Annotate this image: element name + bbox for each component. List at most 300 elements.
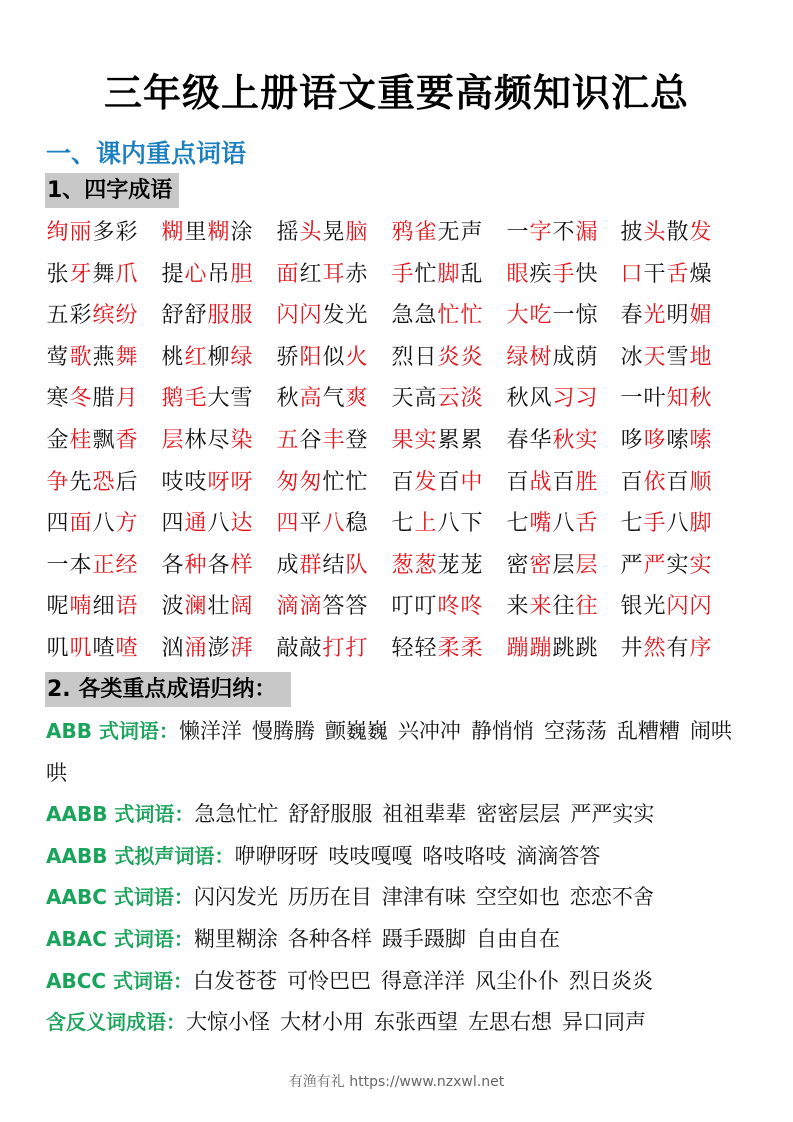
highlighted-char: 来 [529, 594, 552, 620]
idiom-cell [46, 212, 158, 253]
idiom-cell [46, 337, 158, 378]
plain-char: 尽 [207, 428, 230, 453]
idiom-cell [620, 586, 732, 627]
plain-char: 张 [46, 261, 69, 287]
category-item: 风尘仆仆 [475, 968, 560, 993]
plain-char: 后 [115, 469, 138, 495]
plain-char: 八 [92, 511, 115, 537]
plain-char: 似 [322, 344, 345, 370]
highlighted-char: 滴 [276, 594, 299, 620]
category-item: 滴滴答答 [516, 843, 601, 868]
plain-char: 一 [46, 552, 69, 578]
plain-char: 八 [437, 511, 460, 537]
plain-char: 光 [643, 594, 666, 620]
highlighted-char: 手 [391, 261, 414, 287]
highlighted-char: 呀 [207, 469, 230, 495]
plain-char: 叮 [391, 594, 414, 620]
highlighted-char: 层 [161, 428, 184, 453]
highlighted-char: 服 [230, 303, 253, 329]
plain-char: 春 [620, 303, 643, 329]
plain-char: 谷 [299, 428, 322, 453]
idiom-cell [161, 254, 273, 295]
highlighted-char: 蹦 [506, 636, 529, 661]
highlighted-char: 染 [230, 428, 253, 453]
idiom-cell [46, 586, 158, 627]
category-item: 咯吱咯吱 [422, 843, 507, 868]
idiom-cell [46, 503, 158, 544]
plain-char: 轻 [391, 636, 414, 661]
idiom-cell [161, 545, 273, 586]
plain-char: 一 [620, 386, 643, 412]
idiom-cell [161, 503, 273, 544]
highlighted-char: 通 [184, 511, 207, 537]
idiom-category [46, 961, 756, 1003]
idiom-cell [620, 254, 732, 295]
plain-char: 茏 [437, 552, 460, 578]
category-item: 大惊小怪 [186, 1010, 270, 1035]
highlighted-char: 序 [689, 636, 712, 661]
plain-char: 飘 [92, 428, 115, 453]
highlighted-char: 上 [414, 511, 437, 537]
idiom-cell [161, 212, 273, 253]
highlighted-char: 果 [391, 428, 414, 453]
highlighted-char: 葱 [414, 552, 437, 578]
plain-char: 四 [161, 511, 184, 537]
highlighted-char: 层 [575, 552, 598, 578]
category-item: 乱糟糟 [616, 719, 680, 743]
highlighted-char: 舞 [115, 344, 138, 370]
plain-char: 快 [575, 261, 598, 287]
highlighted-char: 耳 [322, 261, 345, 287]
highlighted-char: 脚 [437, 261, 460, 287]
highlighted-char: 服 [207, 303, 230, 329]
category-item: 白发苍苍 [193, 968, 278, 993]
highlighted-char: 习 [575, 386, 598, 412]
plain-char: 华 [529, 428, 552, 453]
plain-char: 往 [552, 594, 575, 620]
plain-char: 叶 [643, 386, 666, 412]
category-item: 空荡荡 [543, 719, 607, 743]
plain-char: 忙 [322, 469, 345, 495]
highlighted-char: 火 [345, 344, 368, 370]
plain-char: 秋 [506, 386, 529, 412]
category-item: 空空如也 [475, 885, 560, 910]
plain-char: 林 [184, 428, 207, 453]
idiom-cell [276, 628, 388, 669]
highlighted-char: 哆 [643, 428, 666, 453]
category-item: 异口同声 [562, 1010, 646, 1035]
highlighted-char: 鹅 [161, 386, 184, 412]
idiom-cell [276, 295, 388, 336]
idiom-cell [391, 628, 503, 669]
highlighted-char: 语 [115, 594, 138, 620]
highlighted-char: 嗦 [689, 428, 712, 453]
highlighted-char: 字 [529, 220, 552, 245]
highlighted-char: 面 [69, 511, 92, 537]
highlighted-char: 爪 [115, 261, 138, 287]
idiom-cell [276, 337, 388, 378]
plain-char: 高 [414, 386, 437, 412]
idiom-cell [391, 337, 503, 378]
highlighted-char: 吃 [529, 303, 552, 329]
highlighted-char: 柔 [437, 636, 460, 661]
highlighted-char: 纷 [115, 303, 138, 329]
plain-char: 春 [506, 428, 529, 453]
idiom-cell [391, 462, 503, 503]
plain-char: 百 [552, 469, 575, 495]
highlighted-char: 知 [666, 386, 689, 412]
plain-char: 本 [69, 552, 92, 578]
plain-char: 下 [460, 511, 483, 537]
highlighted-char: 糊 [207, 220, 230, 245]
highlighted-char: 面 [276, 261, 299, 287]
plain-char: 忙 [414, 261, 437, 287]
plain-char: 吱 [184, 469, 207, 495]
plain-char: 结 [322, 552, 345, 578]
highlighted-char: 手 [552, 261, 575, 287]
highlighted-char: 闪 [299, 303, 322, 329]
idiom-cell [506, 628, 618, 669]
idiom-cell [620, 337, 732, 378]
plain-char: 彩 [115, 220, 138, 245]
idiom-cell [276, 545, 388, 586]
plain-char: 莺 [46, 344, 69, 370]
category-item: 恋恋不舍 [569, 885, 654, 910]
plain-char: 桃 [161, 344, 184, 370]
category-item: 懒洋洋 [178, 719, 242, 743]
highlighted-char: 阳 [299, 344, 322, 370]
plain-char: 柳 [207, 344, 230, 370]
idiom-cell [391, 420, 503, 461]
highlighted-char: 习 [552, 386, 575, 412]
idiom-cell [276, 462, 388, 503]
idiom-cell [276, 586, 388, 627]
plain-char: 八 [552, 511, 575, 537]
plain-char: 一 [506, 220, 529, 245]
plain-char: 叮 [414, 594, 437, 620]
highlighted-char: 叽 [69, 636, 92, 661]
highlighted-char: 绿 [230, 344, 253, 370]
category-label: AABC 式词语： [46, 885, 194, 910]
plain-char: 腊 [92, 386, 115, 412]
idiom-cell [161, 378, 273, 419]
plain-char: 舒 [161, 303, 184, 329]
idiom-cell [506, 212, 618, 253]
plain-char: 密 [506, 552, 529, 578]
highlighted-char: 丰 [322, 428, 345, 453]
highlighted-char: 地 [689, 344, 712, 370]
idiom-cell [620, 462, 732, 503]
category-item: 蹑手蹑脚 [381, 926, 466, 951]
plain-char: 声 [460, 220, 483, 245]
category-item: 咿咿呀呀 [234, 843, 319, 868]
plain-char: 赤 [345, 261, 368, 287]
plain-char: 金 [46, 428, 69, 453]
highlighted-char: 方 [115, 511, 138, 537]
highlighted-char: 手 [643, 511, 666, 537]
highlighted-char: 闪 [689, 594, 712, 620]
idiom-cell [46, 420, 158, 461]
plain-char: 晃 [322, 220, 345, 245]
highlighted-char: 达 [230, 511, 253, 537]
plain-char: 风 [529, 386, 552, 412]
idiom-category [46, 836, 756, 878]
plain-char: 答 [345, 594, 368, 620]
highlighted-char: 发 [689, 220, 712, 245]
idiom-cell [161, 462, 273, 503]
highlighted-char: 中 [460, 469, 483, 495]
highlighted-char: 争 [46, 469, 69, 495]
highlighted-char: 天 [643, 344, 666, 370]
plain-char: 细 [92, 594, 115, 620]
category-item: 吱吱嘎嘎 [328, 843, 413, 868]
category-item: 各种各样 [287, 926, 372, 951]
plain-char: 各 [207, 552, 230, 578]
highlighted-char: 头 [299, 220, 322, 245]
highlighted-char: 五 [276, 428, 299, 453]
idiom-cell [161, 337, 273, 378]
highlighted-char: 缤 [92, 303, 115, 329]
plain-char: 红 [299, 261, 322, 287]
idiom-cell [506, 462, 618, 503]
idiom-cell [391, 212, 503, 253]
plain-char: 急 [414, 303, 437, 329]
highlighted-char: 云 [437, 386, 460, 412]
plain-char: 哆 [620, 428, 643, 453]
plain-char: 多 [92, 220, 115, 245]
highlighted-char: 媚 [689, 303, 712, 329]
footer-watermark: 有渔有礼 https://www.nzxwl.net [288, 1074, 505, 1090]
highlighted-char: 往 [575, 594, 598, 620]
plain-char: 七 [506, 511, 529, 537]
category-item: 严严实实 [570, 802, 655, 827]
idiom-cell [161, 420, 273, 461]
highlighted-char: 打 [345, 636, 368, 661]
highlighted-char: 打 [322, 636, 345, 661]
plain-char: 荫 [575, 344, 598, 370]
idiom-category-list [46, 711, 756, 1044]
plain-char: 惊 [575, 303, 598, 329]
plain-char: 提 [161, 261, 184, 287]
plain-char: 登 [345, 428, 368, 453]
highlighted-char: 秋 [552, 428, 575, 453]
idiom-cell [46, 545, 158, 586]
plain-char: 汹 [161, 636, 184, 661]
highlighted-char: 月 [115, 386, 138, 412]
plain-char: 波 [161, 594, 184, 620]
category-item: 烈日炎炎 [569, 968, 654, 993]
category-item: 津津有味 [381, 885, 466, 910]
highlighted-char: 香 [115, 428, 138, 453]
plain-char: 一 [552, 303, 575, 329]
idiom-cell [620, 545, 732, 586]
idiom-cell [276, 420, 388, 461]
idiom-category [46, 794, 756, 836]
plain-char: 忙 [345, 469, 368, 495]
idiom-cell [161, 586, 273, 627]
idiom-cell [620, 628, 732, 669]
highlighted-char: 喃 [69, 594, 92, 620]
category-item: 左思右想 [468, 1010, 552, 1035]
idiom-cell [276, 254, 388, 295]
plain-char: 累 [460, 428, 483, 453]
category-item: 舒舒服服 [288, 802, 373, 827]
idiom-cell [620, 378, 732, 419]
highlighted-char: 群 [299, 552, 322, 578]
highlighted-char: 正 [92, 552, 115, 578]
plain-char: 大 [207, 386, 230, 412]
highlighted-char: 脚 [689, 511, 712, 537]
plain-char: 疾 [529, 261, 552, 287]
highlighted-char: 毛 [184, 386, 207, 412]
category-label: AABB 式拟声词语： [46, 843, 235, 868]
plain-char: 敲 [299, 636, 322, 661]
category-item: 兴冲冲 [397, 719, 461, 743]
highlighted-char: 头 [643, 220, 666, 245]
idiom-cell [161, 295, 273, 336]
highlighted-char: 炎 [437, 344, 460, 370]
highlighted-char: 经 [115, 552, 138, 578]
plain-char: 平 [299, 511, 322, 537]
idiom-cell [46, 628, 158, 669]
highlighted-char: 湃 [230, 636, 253, 661]
highlighted-char: 队 [345, 552, 368, 578]
subsection-heading-four-char-idioms: 1、四字成语 [45, 173, 179, 208]
highlighted-char: 闪 [276, 303, 299, 329]
plain-char: 光 [345, 303, 368, 329]
highlighted-char: 闪 [666, 594, 689, 620]
plain-char: 不 [552, 220, 575, 245]
plain-char: 四 [46, 511, 69, 537]
plain-char: 答 [322, 594, 345, 620]
idiom-cell [620, 212, 732, 253]
highlighted-char: 澜 [184, 594, 207, 620]
plain-char: 实 [666, 552, 689, 578]
idiom-cell [46, 462, 158, 503]
highlighted-char: 口 [620, 261, 643, 287]
highlighted-char: 涌 [184, 636, 207, 661]
plain-char: 轻 [414, 636, 437, 661]
highlighted-char: 胜 [575, 469, 598, 495]
highlighted-char: 四 [276, 511, 299, 537]
plain-char: 明 [666, 303, 689, 329]
idiom-category [46, 1002, 756, 1044]
idiom-cell [506, 420, 618, 461]
plain-char: 成 [276, 552, 299, 578]
idiom-cell [391, 586, 503, 627]
idiom-category [46, 919, 756, 961]
idiom-cell [276, 503, 388, 544]
highlighted-char: 依 [643, 469, 666, 495]
category-item: 密密层层 [476, 802, 561, 827]
plain-char: 累 [437, 428, 460, 453]
category-item: 闪闪发光 [193, 885, 278, 910]
idiom-cell [620, 420, 732, 461]
plain-char: 披 [620, 220, 643, 245]
highlighted-char: 丽 [69, 220, 92, 245]
plain-char: 喳 [92, 636, 115, 661]
plain-char: 气 [322, 386, 345, 412]
plain-char: 无 [437, 220, 460, 245]
category-label: ABCC 式词语： [46, 968, 194, 993]
highlighted-char: 绚 [46, 220, 69, 245]
idiom-cell [46, 254, 158, 295]
highlighted-char: 冬 [69, 386, 92, 412]
section-heading-key-words: 一、课内重点词语 [46, 139, 247, 168]
plain-char: 舞 [92, 261, 115, 287]
highlighted-char: 脑 [345, 220, 368, 245]
highlighted-char: 忙 [460, 303, 483, 329]
highlighted-char: 咚 [460, 594, 483, 620]
highlighted-char: 舌 [666, 261, 689, 287]
subsection-heading-idiom-categories: 2. 各类重点成语归纳： [45, 672, 291, 707]
plain-char: 骄 [276, 344, 299, 370]
highlighted-char: 然 [643, 636, 666, 661]
highlighted-char: 淡 [460, 386, 483, 412]
plain-char: 成 [552, 344, 575, 370]
category-item: 历历在目 [287, 885, 372, 910]
plain-char: 乱 [460, 261, 483, 287]
highlighted-char: 阔 [230, 594, 253, 620]
plain-char: 日 [414, 344, 437, 370]
highlighted-char: 呀 [230, 469, 253, 495]
highlighted-char: 喳 [115, 636, 138, 661]
category-item: 祖祖辈辈 [382, 802, 467, 827]
highlighted-char: 实 [575, 428, 598, 453]
category-label: ABB 式词语： [46, 719, 179, 743]
plain-char: 雪 [230, 386, 253, 412]
plain-char: 燥 [689, 261, 712, 287]
category-item: 慢腾腾 [251, 719, 315, 743]
plain-char: 来 [506, 594, 529, 620]
plain-char: 冰 [620, 344, 643, 370]
plain-char: 寒 [46, 386, 69, 412]
category-label: ABAC 式词语： [46, 926, 194, 951]
highlighted-char: 八 [322, 511, 345, 537]
plain-char: 百 [437, 469, 460, 495]
category-item: 糊里糊涂 [193, 926, 278, 951]
plain-char: 先 [69, 469, 92, 495]
plain-char: 各 [161, 552, 184, 578]
plain-char: 燕 [92, 344, 115, 370]
idiom-cell [391, 503, 503, 544]
plain-char: 呢 [46, 594, 69, 620]
category-item: 大材小用 [280, 1010, 364, 1035]
plain-char: 层 [552, 552, 575, 578]
plain-char: 摇 [276, 220, 299, 245]
category-item: 自由自在 [475, 926, 560, 951]
highlighted-char: 桂 [69, 428, 92, 453]
plain-char: 百 [391, 469, 414, 495]
highlighted-char: 鸦 [391, 220, 414, 245]
highlighted-char: 眼 [506, 261, 529, 287]
plain-char: 跳 [552, 636, 575, 661]
category-item: 静悄悄 [470, 719, 534, 743]
category-label: AABB 式词语： [46, 802, 195, 827]
plain-char: 彩 [69, 303, 92, 329]
idiom-cell [391, 295, 503, 336]
category-item: 颤巍巍 [324, 719, 388, 743]
highlighted-char: 顺 [689, 469, 712, 495]
highlighted-char: 忙 [437, 303, 460, 329]
idiom-cell [620, 295, 732, 336]
highlighted-char: 严 [643, 552, 666, 578]
highlighted-char: 雀 [414, 220, 437, 245]
plain-char: 五 [46, 303, 69, 329]
highlighted-char: 嘴 [529, 511, 552, 537]
idiom-cell [391, 254, 503, 295]
category-item: 可怜巴巴 [287, 968, 372, 993]
